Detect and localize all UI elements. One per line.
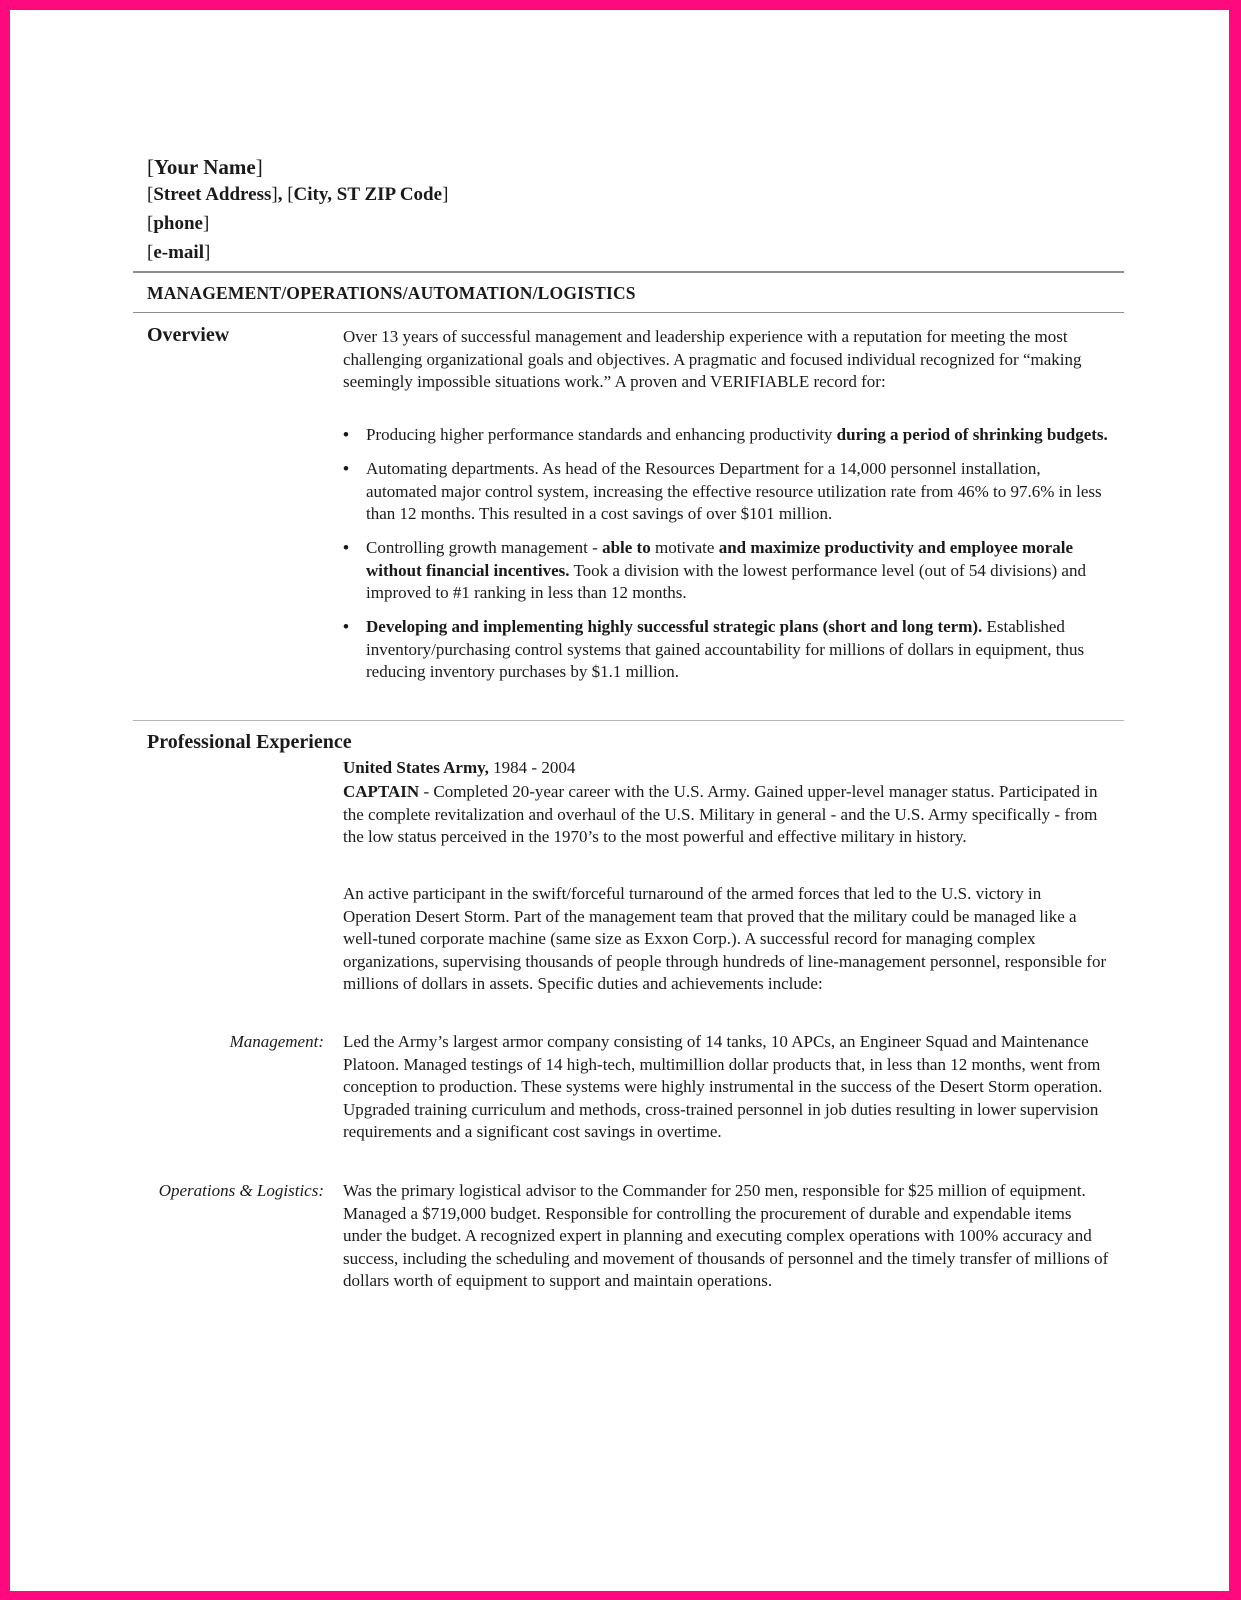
management-paragraph: Led the Army’s largest armor company consisting of 14 tanks, 10 APCs, an Engineer Squad and Maintenance Platoon. Managed testings of 14 high-tech, multimillion dollar products that, in less than 12 months, went from conception to production. These systems were highly instrumental in the success of the Desert Storm operation. Upgraded training curriculum and methods, cross-trained personnel in job duties resulting in lower supervision requirements and a significant cost savings in overtime. (343, 1032, 1103, 1141)
email-text: e-mail (153, 242, 204, 263)
bullet-icon: • (343, 617, 349, 636)
city-text: City, ST ZIP Code (293, 184, 443, 205)
management-label: Management: (229, 1032, 324, 1051)
list-item: • Producing higher performance standards and enhancing productivity during a period of shrinking budgets. (343, 424, 1113, 447)
field-banner: MANAGEMENT/OPERATIONS/AUTOMATION/LOGISTICS (147, 283, 636, 303)
phone-line: [phone] (147, 213, 210, 234)
header-rule-top (133, 271, 1124, 273)
address-line: [Street Address], [City, ST ZIP Code] (147, 184, 449, 205)
operations-paragraph: Was the primary logistical advisor to the Commander for 250 men, responsible for $25 million of equipment. Managed a $719,000 budget. Responsible for controlling the procurement of durable and expendable items under the budget. A recognized expert in planning and executing complex operations with 100% accuracy and success, including the scheduling and movement of thousands of personnel and the timely transfer of millions of dollars worth of equipment to support and maintain operations. (343, 1181, 1109, 1290)
street-text: Street Address (153, 184, 272, 205)
phone-text: phone (153, 213, 203, 234)
experience-title: Professional Experience (147, 731, 352, 753)
operations-label: Operations & Logistics: (158, 1181, 324, 1200)
list-item: • Controlling growth management - able to motivate and maximize productivity and employee morale without financial incentives. Took a division with the lowest performance level (out of 54 divisions) and improved to #1 ranking in less than 12 months. (343, 538, 1086, 602)
overview-bullets (343, 424, 1113, 695)
bullet-icon: • (343, 538, 349, 557)
employer-line (343, 757, 1113, 780)
name-text: Your Name (154, 155, 256, 179)
overview-intro: Over 13 years of successful management and leadership experience with a reputation for meeting the most challenging organizational goals and objectives. A pragmatic and focused individual recognized for “making seemingly impossible situations work.” A proven and VERIFIABLE record for: (343, 327, 1082, 391)
employment-dates: 1984 - 2004 (488, 758, 576, 777)
list-item: • Developing and implementing highly successful strategic plans (short and long term). Established inventory/purchasing control systems that gained accountability for millions of dollars in equipment, thus reducing inventory purchases by $1.1 million. (343, 617, 1085, 681)
employer-name: United States Army, (343, 758, 489, 777)
overview-title: Overview (147, 324, 230, 346)
bullet-icon: • (343, 459, 349, 478)
applicant-name: [Your Name] (147, 155, 263, 179)
captain-summary: CAPTAIN - Completed 20-year career with the U.S. Army. Gained upper-level manager status. Participated in the complete revitalization and overhaul of the U.S. Military in general - and the U.S. Army specifically - from the low status perceived in the 1970’s to the most powerful and effective military in history. (343, 782, 1098, 846)
bullet-icon: • (343, 425, 349, 444)
email-line: [e-mail] (147, 242, 211, 263)
rank-title: CAPTAIN (343, 782, 420, 801)
header-rule-bottom (133, 312, 1124, 313)
section-divider (133, 720, 1124, 721)
participant-paragraph: An active participant in the swift/forceful turnaround of the armed forces that led to the U.S. victory in Operation Desert Storm. Part of the management team that proved that the military could be managed like a well-tuned corporate machine (same size as Exxon Corp.). A successful record for managing complex organizations, supervising thousands of people through hundreds of line-management personnel, responsible for millions of dollars in assets. Specific duties and achievements include: (343, 884, 1107, 993)
list-item: • Automating departments. As head of the Resources Department for a 14,000 personnel installation, automated major control system, increasing the effective resource utilization rate from 46% to 97.6% in less than 12 months. This resulted in a cost savings of over $101 million. (343, 459, 1102, 523)
